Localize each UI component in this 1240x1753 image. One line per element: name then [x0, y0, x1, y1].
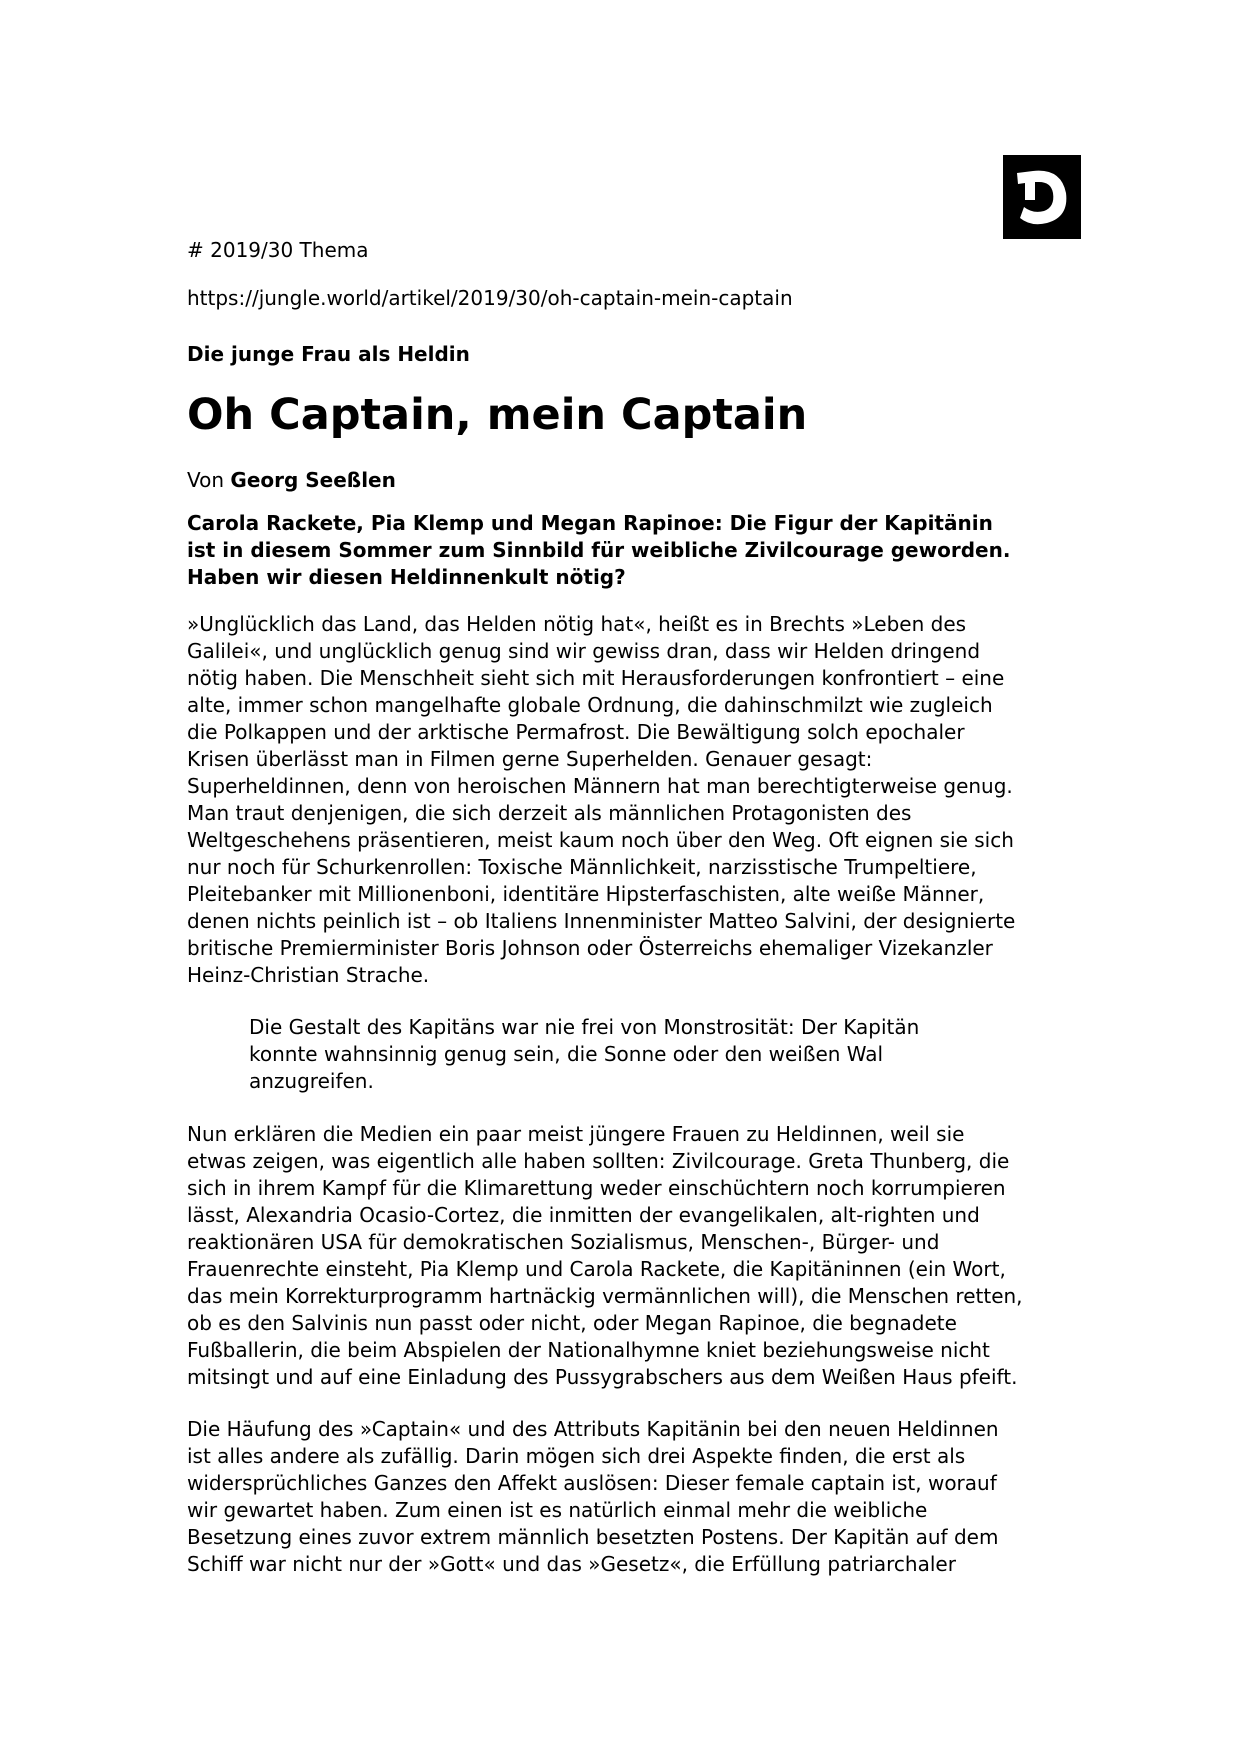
kicker: Die junge Frau als Heldin [187, 342, 470, 366]
text-line: alte, immer schon mangelhafte globale Ordnung, die dahinschmilzt wie zugleich [187, 693, 993, 717]
author-name: Georg Seeßlen [230, 468, 396, 492]
pull-quote [249, 1014, 989, 1095]
text-line: britische Premierminister Boris Johnson oder Österreichs ehemaliger Vizekanzler [187, 936, 993, 960]
article-lead [187, 510, 1067, 591]
paragraph-1 [187, 611, 1067, 989]
text-line: Carola Rackete, Pia Klemp und Megan Rapinoe: Die Figur der Kapitänin [187, 511, 993, 535]
text-line: ist alles andere als zufällig. Darin mögen sich drei Aspekte finden, die erst als [187, 1444, 966, 1468]
text-line: das mein Korrekturprogramm hartnäckig vermännlichen will), die Menschen retten, [187, 1284, 1023, 1308]
text-line: Schiff war nicht nur der »Gott« und das »Gesetz«, die Erfüllung patriarchaler [187, 1552, 956, 1576]
text-line: Superheldinnen, denn von heroischen Männern hat man berechtigterweise genug. [187, 774, 1013, 798]
logo-glyph-icon [1003, 155, 1081, 239]
text-line: ist in diesem Sommer zum Sinnbild für weibliche Zivilcourage geworden. [187, 538, 1011, 562]
text-line: nötig haben. Die Menschheit sieht sich mit Herausforderungen konfrontiert – eine [187, 666, 1005, 690]
text-line: wir gewartet haben. Zum einen ist es natürlich einmal mehr die weibliche [187, 1498, 928, 1522]
byline-prefix: Von [187, 468, 231, 492]
byline [187, 466, 1067, 494]
article [187, 236, 1067, 1603]
paragraph-2 [187, 1121, 1067, 1391]
text-line: Pleitebanker mit Millionenboni, identitäre Hipsterfaschisten, alte weiße Männer, [187, 882, 985, 906]
paragraph-3 [187, 1416, 1067, 1578]
text-line: reaktionären USA für demokratischen Sozialismus, Menschen-, Bürger- und [187, 1230, 940, 1254]
article-url[interactable]: https://jungle.world/artikel/2019/30/oh-captain-mein-captain [187, 286, 793, 310]
text-line: konnte wahnsinnig genug sein, die Sonne oder den weißen Wal [249, 1042, 884, 1066]
article-title: Oh Captain, mein Captain [187, 390, 808, 440]
text-line: Die Häufung des »Captain« und des Attributs Kapitänin bei den neuen Heldinnen [187, 1417, 999, 1441]
text-line: nur noch für Schurkenrollen: Toxische Männlichkeit, narzisstische Trumpeltiere, [187, 855, 977, 879]
text-line: Weltgeschehens präsentieren, meist kaum noch über den Weg. Oft eignen sie sich [187, 828, 1014, 852]
text-line: sich in ihrem Kampf für die Klimarettung weder einschüchtern noch korrumpieren [187, 1176, 1006, 1200]
text-line: ob es den Salvinis nun passt oder nicht, oder Megan Rapinoe, die begnadete [187, 1311, 957, 1335]
text-line: »Unglücklich das Land, das Helden nötig hat«, heißt es in Brechts »Leben des [187, 612, 967, 636]
text-line: lässt, Alexandria Ocasio-Cortez, die inmitten der evangelikalen, alt-righten und [187, 1203, 980, 1227]
text-line: Nun erklären die Medien ein paar meist jüngere Frauen zu Heldinnen, weil sie [187, 1122, 965, 1146]
text-line: Heinz-Christian Strache. [187, 963, 430, 987]
text-line: Haben wir diesen Heldinnenkult nötig? [187, 565, 626, 589]
text-line: Besetzung eines zuvor extrem männlich besetzten Postens. Der Kapitän auf dem [187, 1525, 999, 1549]
text-line: mitsingt und auf eine Einladung des Pussygrabschers aus dem Weißen Haus pfeift. [187, 1365, 1018, 1389]
text-line: widersprüchliches Ganzes den Affekt auslösen: Dieser female captain ist, worauf [187, 1471, 997, 1495]
text-line: Die Gestalt des Kapitäns war nie frei von Monstrosität: Der Kapitän [249, 1015, 920, 1039]
text-line: die Polkappen und der arktische Permafrost. Die Bewältigung solch epochaler [187, 720, 965, 744]
text-line: etwas zeigen, was eigentlich alle haben sollten: Zivilcourage. Greta Thunberg, die [187, 1149, 1010, 1173]
text-line: denen nichts peinlich ist – ob Italiens Innenminister Matteo Salvini, der designierte [187, 909, 1016, 933]
issue-label: # 2019/30 Thema [187, 238, 369, 262]
text-line: anzugreifen. [249, 1069, 374, 1093]
jungle-world-logo [1003, 155, 1081, 239]
text-line: Fußballerin, die beim Abspielen der Nationalhymne kniet beziehungsweise nicht [187, 1338, 990, 1362]
text-line: Krisen überlässt man in Filmen gerne Superhelden. Genauer gesagt: [187, 747, 873, 771]
text-line: Frauenrechte einsteht, Pia Klemp und Carola Rackete, die Kapitäninnen (ein Wort, [187, 1257, 1006, 1281]
text-line: Man traut denjenigen, die sich derzeit als männlichen Protagonisten des [187, 801, 912, 825]
text-line: Galilei«, und unglücklich genug sind wir gewiss dran, dass wir Helden dringend [187, 639, 981, 663]
